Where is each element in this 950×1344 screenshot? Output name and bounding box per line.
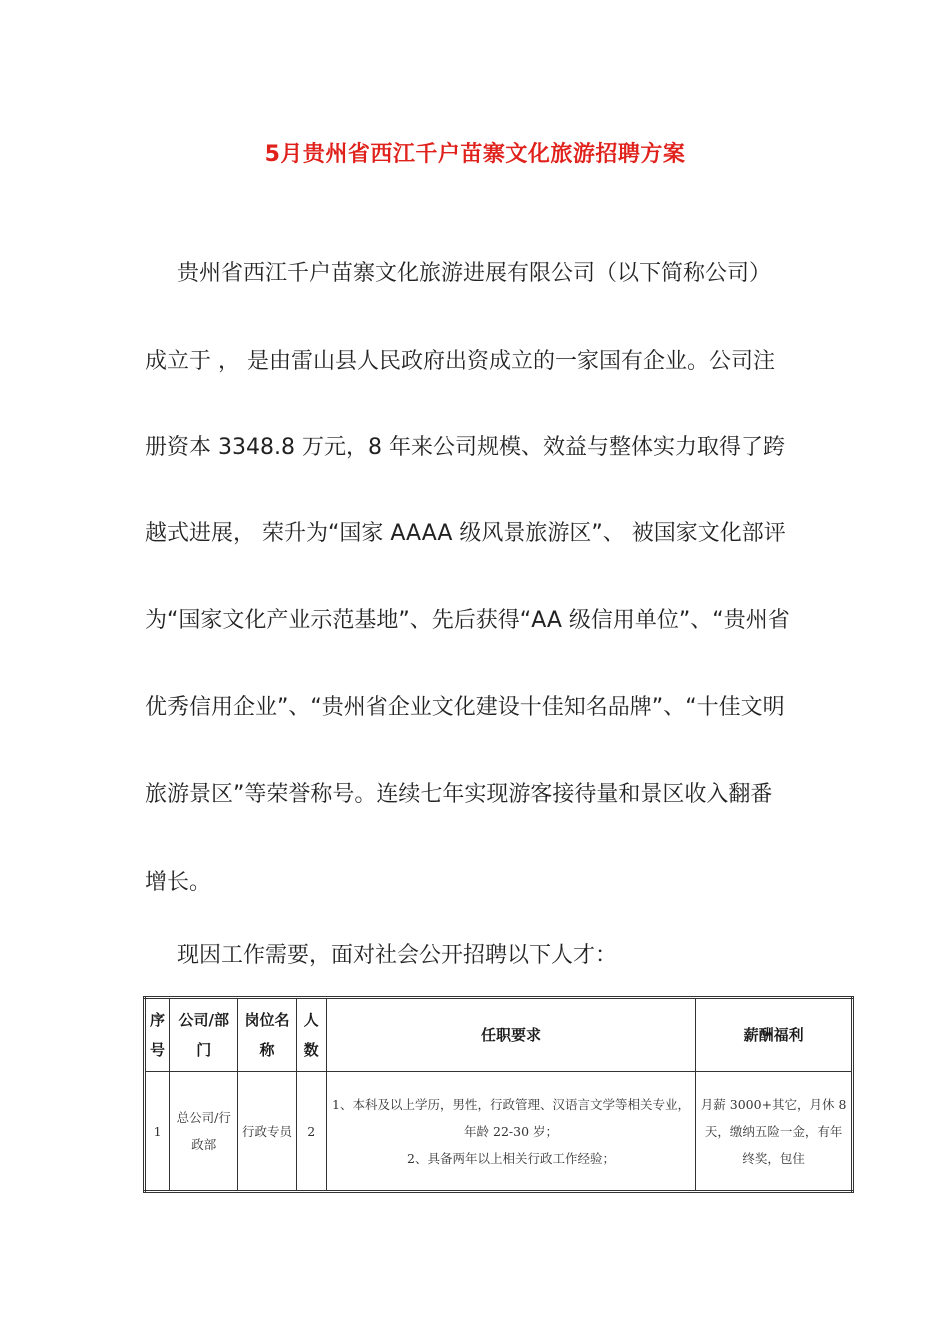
table-row (145, 1072, 853, 1192)
intro-line-1: 贵州省西江千户苗寨文化旅游进展有限公司（以下简称公司） (177, 261, 772, 286)
cell-position: 行政专员 (238, 1072, 296, 1192)
intro-line-4: 越式进展， 荣升为“国家 AAAA 级风景旅游区”、 被国家文化部评 (145, 521, 786, 546)
header-no: 序号 (145, 998, 170, 1072)
header-dept: 公司/部门 (170, 998, 238, 1072)
intro-line-7: 旅游景区”等荣誉称号。连续七年实现游客接待量和景区收入翻番 (145, 782, 773, 807)
table-header-row (145, 998, 853, 1072)
cell-no: 1 (145, 1072, 170, 1192)
header-count: 人数 (296, 998, 326, 1072)
intro-line-8: 增长。 (145, 870, 212, 895)
requirement-item: 1、本科及以上学历，男性，行政管理、汉语言文学等相关专业，年龄 22-30 岁； (332, 1096, 690, 1139)
intro-line-3: 册资本 3348.8 万元，8 年来公司规模、效益与整体实力取得了跨 (145, 435, 785, 460)
recruit-call-line: 现因工作需要，面对社会公开招聘以下人才： (177, 943, 618, 968)
header-salary: 薪酬福利 (696, 998, 853, 1072)
header-position: 岗位名称 (238, 998, 296, 1072)
intro-line-5: 为“国家文化产业示范基地”、先后获得“AA 级信用单位”、“贵州省 (145, 608, 790, 633)
intro-line-2: 成立于 ， 是由雷山县人民政府出资成立的一家国有企业。公司注 (145, 349, 775, 374)
cell-requirements (326, 1072, 696, 1192)
cell-count: 2 (296, 1072, 326, 1192)
cell-dept: 总公司/行政部 (170, 1072, 238, 1192)
recruitment-table (143, 996, 854, 1193)
page-title: 5月贵州省西江千户苗寨文化旅游招聘方案 (264, 142, 686, 167)
cell-salary: 月薪 3000+其它，月休 8 天，缴纳五险一金，有年终奖，包住 (696, 1072, 853, 1192)
header-requirements: 任职要求 (326, 998, 696, 1072)
intro-line-6: 优秀信用企业”、“贵州省企业文化建设十佳知名品牌”、“十佳文明 (145, 695, 785, 720)
requirement-item: 2、具备两年以上相关行政工作经验； (407, 1150, 615, 1166)
